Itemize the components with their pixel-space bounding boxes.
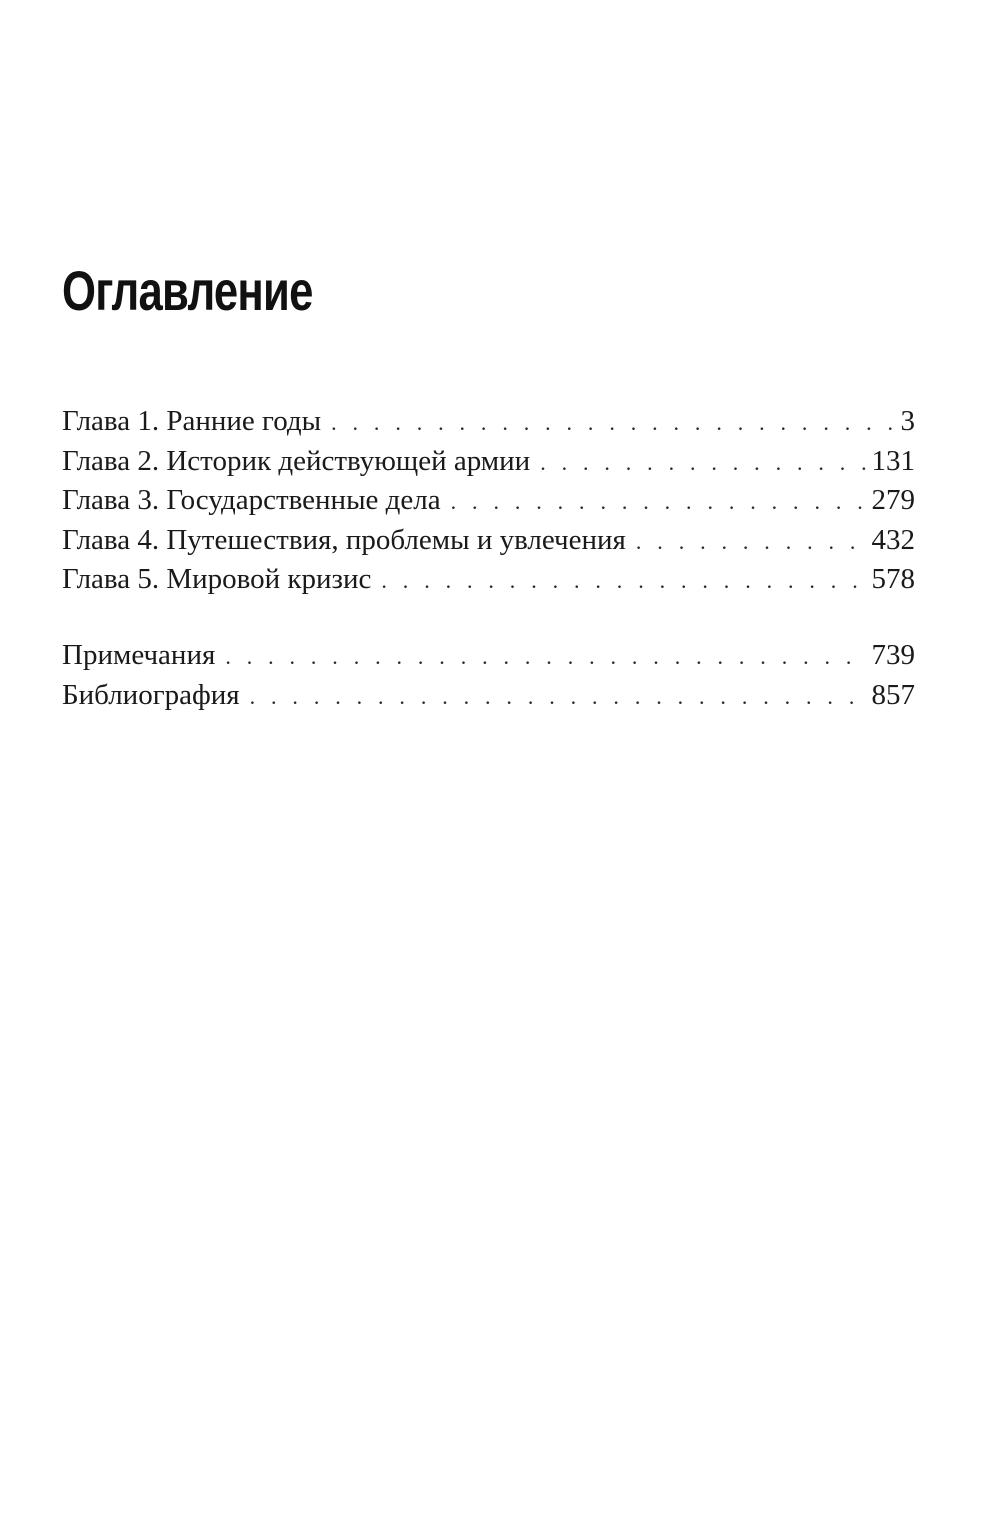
toc-entry-page-number: 739	[871, 639, 915, 671]
toc-entry-label: Глава 3. Государственные дела	[62, 484, 441, 517]
dot-leader	[225, 637, 865, 677]
toc-entry-label: Глава 2. Историк действующей армии	[62, 444, 531, 477]
toc-entry-chapter-2[interactable]	[62, 442, 915, 482]
toc-entry-page-number: 578	[871, 563, 915, 596]
toc-entry-label: Глава 1. Ранние годы	[62, 405, 322, 437]
toc-entry-label: Глава 5. Мировой кризис	[62, 563, 372, 596]
toc-entry-chapter-5[interactable]	[62, 560, 915, 600]
toc-entry-chapter-1[interactable]	[62, 402, 915, 442]
toc-entry-label: Библиография	[62, 678, 240, 711]
toc-entry-label: Примечания	[62, 639, 216, 671]
toc-entry-label: Глава 4. Путешествия, проблемы и увлечения	[62, 523, 626, 556]
toc-chapters	[62, 402, 915, 600]
toc-entry-notes[interactable]	[62, 636, 915, 676]
dot-leader	[636, 522, 866, 562]
dot-leader	[540, 443, 865, 483]
toc-entry-bibliography[interactable]	[62, 676, 915, 716]
toc-entry-page-number: 432	[871, 523, 915, 556]
toc-entry-page-number: 279	[871, 484, 915, 517]
toc-entry-page-number: 857	[871, 678, 915, 711]
dot-leader	[250, 677, 866, 717]
toc-entry-page-number: 131	[871, 444, 915, 477]
dot-leader	[381, 561, 865, 601]
toc-back-matter	[62, 636, 915, 715]
toc-entry-chapter-4[interactable]	[62, 521, 915, 561]
dot-leader	[331, 403, 894, 443]
toc-entry-page-number: 3	[900, 405, 915, 437]
dot-leader	[451, 482, 866, 522]
page-title: Оглавление	[62, 259, 313, 322]
toc-entry-chapter-3[interactable]	[62, 481, 915, 521]
